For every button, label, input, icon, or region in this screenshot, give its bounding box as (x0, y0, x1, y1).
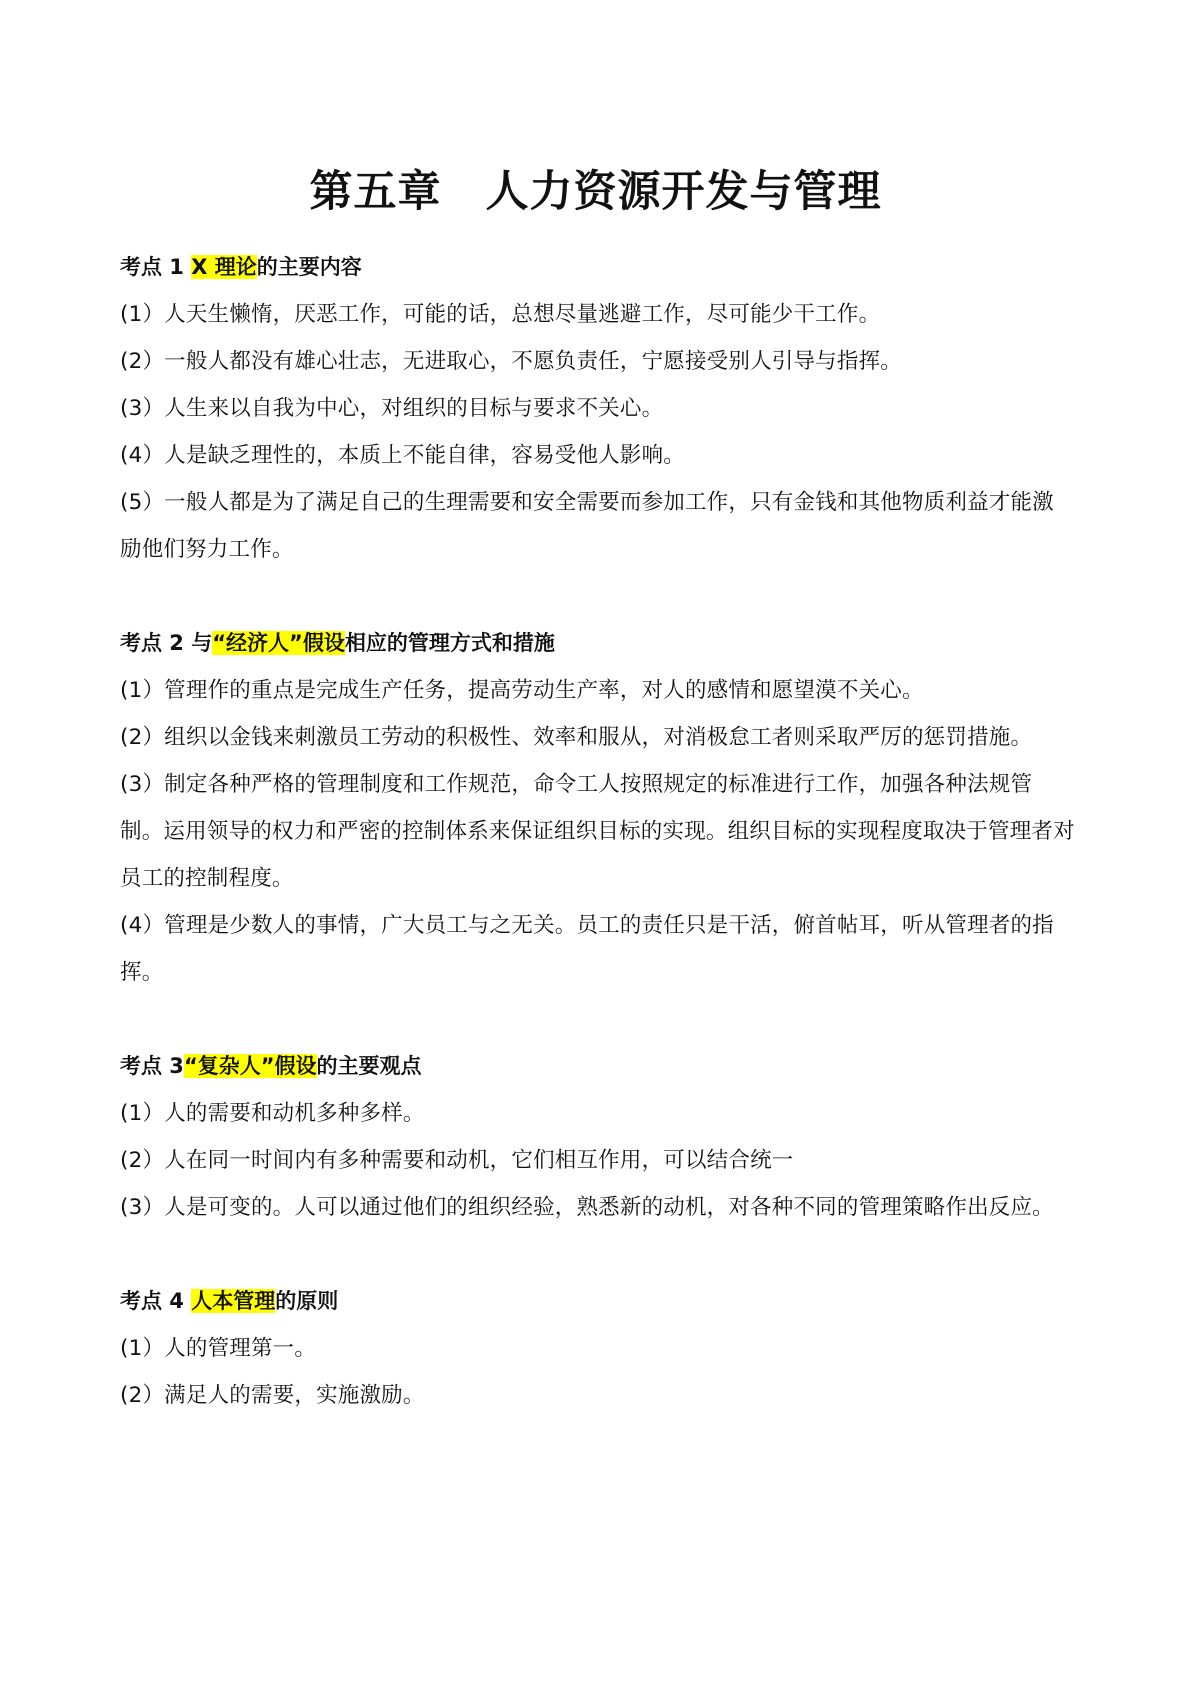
list-item: (2）人在同一时间内有多种需要和动机，它们相互作用，可以结合统一 (120, 1148, 794, 1173)
section-spacer (120, 573, 1075, 620)
heading-highlight: “经济人”假设 (212, 631, 345, 655)
section-heading (120, 1278, 1075, 1325)
heading-suffix: 相应的管理方式和措施 (344, 631, 555, 655)
heading-suffix: 的主要内容 (256, 255, 362, 279)
list-item: (2）组织以金钱来刺激员工劳动的积极性、效率和服从，对消极怠工者则采取严厉的惩罚措施。 (120, 725, 1033, 750)
heading-prefix: 考点 1 (120, 255, 192, 279)
list-item: (1）人的需要和动机多种多样。 (120, 1101, 425, 1126)
section-spacer (120, 996, 1075, 1043)
section-4 (120, 1278, 1075, 1419)
heading-prefix: 考点 3 (120, 1054, 184, 1078)
list-item: (5）一般人都是为了满足自己的生理需要和安全需要而参加工作，只有金钱和其他物质利益才能激励他们努力工作。 (120, 490, 1054, 562)
document-body (120, 244, 1075, 1419)
heading-prefix: 考点 4 (120, 1289, 192, 1313)
list-item: (4）管理是少数人的事情，广大员工与之无关。员工的责任只是干活，俯首帖耳，听从管理者的指挥。 (120, 913, 1054, 985)
list-item: (2）一般人都没有雄心壮志，无进取心，不愿负责任，宁愿接受别人引导与指挥。 (120, 349, 902, 374)
section-spacer (120, 1231, 1075, 1278)
heading-highlight: 人本管理 (191, 1289, 276, 1313)
list-item: (1）人的管理第一。 (120, 1336, 317, 1361)
page-title: 第五章 人力资源开发与管理 (309, 167, 882, 217)
list-item: (3）人是可变的。人可以通过他们的组织经验，熟悉新的动机，对各种不同的管理策略作出反应。 (120, 1195, 1054, 1220)
list-item: (1）管理作的重点是完成生产任务，提高劳动生产率，对人的感情和愿望漠不关心。 (120, 678, 924, 703)
section-heading (120, 244, 1075, 291)
section-1 (120, 244, 1075, 573)
heading-prefix: 考点 2 与 (120, 631, 213, 655)
list-item: (3）制定各种严格的管理制度和工作规范，命令工人按照规定的标准进行工作，加强各种法规管制。运用领导的权力和严密的控制体系来保证组织目标的实现。组织目标的实现程度取决于管理者对员工的控制程度。 (120, 772, 1075, 891)
section-2 (120, 620, 1075, 996)
list-item: (4）人是缺乏理性的，本质上不能自律，容易受他人影响。 (120, 443, 685, 468)
list-item: (1）人天生懒惰，厌恶工作，可能的话，总想尽量逃避工作，尽可能少干工作。 (120, 302, 881, 327)
heading-highlight: “复杂人”假设 (183, 1054, 317, 1078)
heading-suffix: 的原则 (275, 1289, 339, 1313)
section-heading (120, 1043, 1075, 1090)
heading-highlight: X 理论 (191, 255, 257, 279)
list-item: (2）满足人的需要，实施激励。 (120, 1383, 425, 1408)
list-item: (3）人生来以自我为中心，对组织的目标与要求不关心。 (120, 396, 664, 421)
heading-suffix: 的主要观点 (316, 1054, 422, 1078)
section-3 (120, 1043, 1075, 1231)
section-heading (120, 620, 1075, 667)
